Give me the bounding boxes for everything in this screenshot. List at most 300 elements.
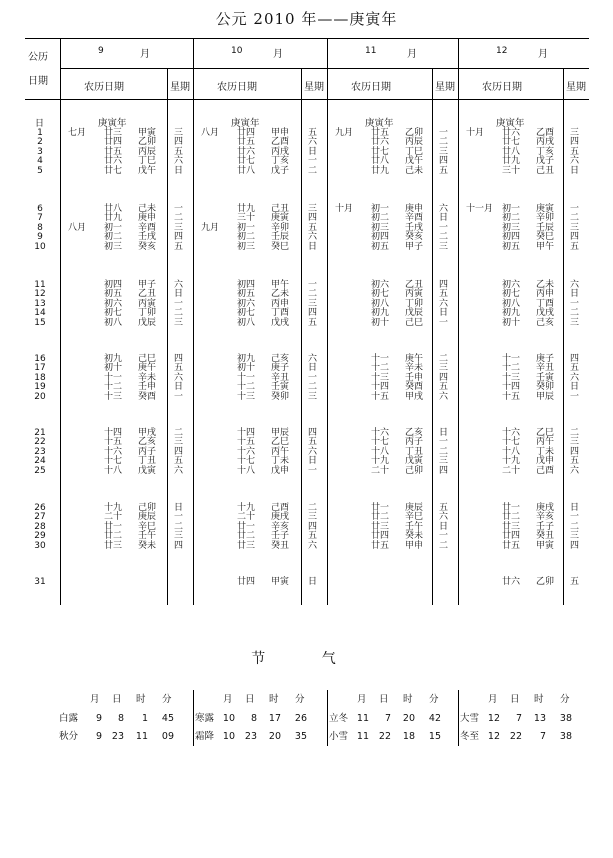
table-row [0,576,613,588]
header-xingqi: 星期 [566,82,586,93]
lunar-day: 廿一 [371,503,390,513]
lunar-day: 十七 [371,437,390,448]
weekday: 六 [439,512,449,523]
weekday: 一 [439,531,449,542]
weekday: 六 [570,156,580,167]
lunar-day: 十二 [502,363,521,374]
ganzhi: 甲申 [405,540,424,551]
ganzhi: 壬寅 [271,382,290,393]
ganzhi: 癸巳 [536,232,555,243]
weekday: 三 [439,241,449,252]
lunar-day: 廿二 [502,512,521,523]
ganzhi: 庚辰 [138,512,157,523]
ganzhi: 辛巳 [138,521,157,532]
weekday: 日 [308,456,318,467]
weekday: 四 [570,354,580,364]
weekday: 日 [439,213,449,224]
table-row [0,241,613,253]
lunar-day: 廿一 [104,521,123,532]
ganzhi: 丁亥 [271,156,290,167]
ganzhi: 丁丑 [138,456,157,467]
ganzhi: 丙戌 [536,137,555,148]
weekday: 六 [439,204,449,214]
lunar-day: 初六 [237,298,256,309]
lunar-day: 初八 [502,298,521,309]
lunar-day: 廿九 [104,213,123,224]
weekday: 五 [174,146,184,157]
header-xingqi: 星期 [304,82,324,93]
day-number: 9 [37,232,43,243]
lunar-day: 十九 [371,456,390,467]
ganzhi: 丙寅 [138,298,157,309]
ganzhi: 戊申 [536,456,555,467]
ganzhi: 辛酉 [405,213,424,224]
ganzhi: 丁巳 [405,146,424,157]
jieqi-value: 12 [487,731,500,742]
lunar-day: 初二 [502,213,521,224]
lunar-day: 初七 [371,289,390,300]
jieqi-value: 45 [161,713,174,724]
jieqi-col-head: 日 [245,694,255,705]
ganzhi: 壬申 [405,372,424,383]
weekday: 五 [308,531,318,542]
lunar-day: 十三 [371,372,390,383]
lunar-day: 初八 [104,317,123,328]
month-label: 八月 [68,222,87,233]
header-nongli: 农历日期 [482,82,522,93]
lunar-day: 十五 [104,437,123,448]
ganzhi: 壬子 [536,521,555,532]
ganzhi: 戊寅 [405,456,424,467]
ganzhi: 庚子 [271,363,290,374]
lunar-day: 十二 [371,363,390,374]
ganzhi: 癸酉 [138,391,157,402]
lunar-day: 廿七 [237,156,256,167]
weekday: 五 [570,241,580,252]
jieqi-name: 霜降 [195,731,215,742]
ganzhi: 壬午 [405,521,424,532]
ganzhi: 戊午 [405,156,424,167]
ganzhi: 甲寅 [271,577,290,587]
table-row [0,540,613,552]
ganzhi: 乙卯 [405,128,424,138]
weekday: 五 [570,577,580,587]
lunar-day: 廿一 [502,503,521,513]
jieqi-value: 8 [117,713,124,724]
year-label: 庚寅年 [231,118,260,129]
weekday: 三 [570,222,580,233]
year-label: 庚寅年 [496,118,525,129]
lunar-day: 廿六 [237,146,256,157]
jieqi-value: 9 [95,713,102,724]
lunar-day: 十五 [502,391,521,402]
jieqi-header-row [0,693,613,707]
ganzhi: 戊戌 [536,308,555,319]
lunar-day: 十四 [104,428,123,438]
header-month-yue: 月 [407,49,417,60]
ganzhi: 己丑 [271,204,290,214]
weekday: 三 [174,128,184,138]
weekday: 一 [439,317,449,328]
weekday: 一 [439,437,449,448]
jieqi-col-head: 分 [162,694,172,705]
day-number: 20 [34,391,46,402]
weekday: 一 [570,512,580,523]
weekday: 六 [174,465,184,476]
lunar-day: 十六 [104,446,123,457]
ganzhi: 癸未 [138,540,157,551]
ganzhi: 乙亥 [138,437,157,448]
jieqi-value: 35 [294,731,307,742]
year-label: 庚寅年 [365,118,394,129]
lunar-day: 二十 [237,512,256,523]
jieqi-name: 寒露 [195,713,215,724]
lunar-day: 廿五 [371,128,390,138]
lunar-day: 初九 [502,308,521,319]
ganzhi: 己巳 [405,317,424,328]
ganzhi: 癸未 [405,531,424,542]
ganzhi: 癸丑 [536,531,555,542]
weekday: 二 [174,308,184,319]
jieqi-value: 13 [533,713,546,724]
day-number: 27 [34,512,46,523]
day-number: 10 [34,241,46,252]
jieqi-col-head: 分 [429,694,439,705]
jieqi-value: 38 [559,713,572,724]
weekday: 一 [570,391,580,402]
weekday: 日 [439,521,449,532]
ganzhi: 庚午 [405,354,424,364]
ganzhi: 癸亥 [405,232,424,243]
lunar-day: 初十 [502,317,521,328]
ganzhi: 庚寅 [536,204,555,214]
ganzhi: 丁卯 [405,298,424,309]
ganzhi: 戊子 [271,165,290,176]
ganzhi: 甲子 [138,280,157,290]
header-xingqi: 星期 [170,82,190,93]
ganzhi: 癸卯 [271,391,290,402]
weekday: 三 [174,317,184,328]
ganzhi: 辛卯 [536,213,555,224]
ganzhi: 丁巳 [138,156,157,167]
ganzhi: 癸巳 [271,241,290,252]
header-riqi: 日期 [28,76,48,87]
weekday: 日 [308,241,318,252]
ganzhi: 丙寅 [405,289,424,300]
weekday: 二 [439,137,449,148]
lunar-day: 廿五 [104,146,123,157]
weekday: 六 [308,354,318,364]
jieqi-value: 42 [428,713,441,724]
weekday: 日 [174,165,184,176]
weekday: 一 [308,372,318,383]
weekday: 六 [308,137,318,148]
jieqi-col-head: 时 [269,694,279,705]
year-label: 庚寅年 [98,118,127,129]
lunar-day: 廿二 [371,512,390,523]
weekday: 六 [174,156,184,167]
ganzhi: 庚子 [536,354,555,364]
ganzhi: 丁未 [271,456,290,467]
ganzhi: 辛亥 [271,521,290,532]
ganzhi: 庚戌 [271,512,290,523]
ganzhi: 乙亥 [405,428,424,438]
lunar-day: 十八 [371,446,390,457]
weekday: 日 [174,503,184,513]
lunar-day: 十六 [502,428,521,438]
ganzhi: 庚午 [138,363,157,374]
weekday: 五 [308,437,318,448]
weekday: 四 [439,156,449,167]
ganzhi: 乙未 [536,280,555,290]
lunar-day: 廿四 [237,128,256,138]
lunar-day: 初七 [237,308,256,319]
ganzhi: 己卯 [405,465,424,476]
weekday: 三 [570,317,580,328]
lunar-day: 初五 [502,241,521,252]
lunar-day: 十六 [237,446,256,457]
lunar-day: 初二 [104,232,123,243]
lunar-day: 廿三 [502,521,521,532]
jieqi-value: 26 [294,713,307,724]
weekday: 一 [570,298,580,309]
jieqi-value: 10 [222,731,235,742]
weekday: 日 [570,382,580,393]
weekday: 二 [308,165,318,176]
day-number: 16 [34,354,46,364]
weekday: 二 [570,521,580,532]
ganzhi: 己巳 [138,354,157,364]
lunar-day: 十一 [371,354,390,364]
ganzhi: 癸丑 [271,540,290,551]
weekday: 三 [308,512,318,523]
weekday: 三 [439,146,449,157]
weekday: 四 [174,232,184,243]
lunar-day: 二十 [371,465,390,476]
ganzhi: 甲戌 [405,391,424,402]
day-number: 2 [37,137,43,148]
weekday: 一 [439,222,449,233]
lunar-day: 初十 [237,363,256,374]
weekday: 五 [439,165,449,176]
ganzhi: 辛酉 [138,222,157,233]
weekday: 四 [570,232,580,243]
lunar-day: 廿五 [371,540,390,551]
ganzhi: 甲午 [271,280,290,290]
jieqi-col-head: 时 [534,694,544,705]
weekday: 二 [570,308,580,319]
lunar-day: 初九 [104,354,123,364]
jieqi-name: 白露 [59,713,79,724]
weekday: 四 [439,280,449,290]
weekday: 六 [570,372,580,383]
lunar-day: 廿七 [104,165,123,176]
weekday: 三 [570,128,580,138]
day-number: 7 [37,213,43,224]
month-label: 七月 [68,128,87,138]
header-month-num: 9 [98,46,104,56]
jieqi-col-head: 月 [357,694,367,705]
weekday: 五 [439,503,449,513]
ganzhi: 己卯 [138,503,157,513]
header-ri: 日 [35,119,45,129]
jieqi-value: 11 [356,713,369,724]
weekday: 二 [570,213,580,224]
ganzhi: 丁丑 [405,446,424,457]
weekday: 四 [308,213,318,224]
lunar-day: 廿九 [502,156,521,167]
day-number: 22 [34,437,46,448]
weekday: 三 [439,363,449,374]
jieqi-col-head: 月 [488,694,498,705]
lunar-day: 十二 [237,382,256,393]
ganzhi: 丙子 [138,446,157,457]
day-number: 13 [34,298,46,309]
weekday: 六 [570,465,580,476]
lunar-day: 廿四 [502,531,521,542]
ganzhi: 乙卯 [138,137,157,148]
weekday: 四 [174,446,184,457]
day-number: 14 [34,308,46,319]
weekday: 一 [174,391,184,402]
jieqi-value: 11 [135,731,148,742]
weekday: 一 [174,512,184,523]
lunar-day: 初十 [104,363,123,374]
weekday: 日 [174,289,184,300]
month-label: 九月 [335,128,354,138]
weekday: 二 [570,428,580,438]
day-number: 18 [34,372,46,383]
lunar-day: 三十 [502,165,521,176]
jieqi-col-head: 时 [136,694,146,705]
ganzhi: 乙丑 [405,280,424,290]
ganzhi: 壬寅 [536,372,555,383]
header-nongli: 农历日期 [84,82,124,93]
lunar-day: 十一 [502,354,521,364]
ganzhi: 己亥 [536,317,555,328]
lunar-day: 初九 [371,308,390,319]
weekday: 六 [570,280,580,290]
lunar-day: 初七 [502,289,521,300]
ganzhi: 乙巳 [271,437,290,448]
jieqi-name: 秋分 [59,731,79,742]
ganzhi: 甲申 [271,128,290,138]
ganzhi: 己酉 [271,503,290,513]
lunar-day: 廿四 [237,577,256,587]
table-row [0,465,613,477]
jieqi-value: 8 [250,713,257,724]
jieqi-value: 12 [487,713,500,724]
jieqi-value: 38 [559,731,572,742]
ganzhi: 己亥 [271,354,290,364]
day-number: 21 [34,428,46,438]
jieqi-value: 10 [222,713,235,724]
lunar-day: 初十 [371,317,390,328]
ganzhi: 丙申 [271,298,290,309]
jieqi-col-head: 日 [112,694,122,705]
lunar-day: 十六 [371,428,390,438]
jieqi-value: 20 [402,713,415,724]
lunar-day: 初一 [371,204,390,214]
ganzhi: 戊寅 [138,465,157,476]
weekday: 日 [439,428,449,438]
ganzhi: 癸亥 [138,241,157,252]
header-nongli: 农历日期 [351,82,391,93]
jieqi-value: 7 [384,713,391,724]
header-month-num: 11 [365,46,377,56]
lunar-day: 三十 [237,213,256,224]
table-row [0,317,613,329]
weekday: 三 [308,298,318,309]
ganzhi: 甲辰 [271,428,290,438]
page-title: 公元 2010 年——庚寅年 [215,10,398,28]
jieqi-value: 09 [161,731,174,742]
day-number: 12 [34,289,46,300]
lunar-day: 廿八 [104,204,123,214]
weekday: 二 [308,503,318,513]
lunar-day: 廿三 [371,521,390,532]
header-month-yue: 月 [538,49,548,60]
day-number: 3 [37,146,43,157]
weekday: 六 [174,372,184,383]
ganzhi: 戊子 [536,156,555,167]
month-label: 十一月 [466,204,494,214]
ganzhi: 壬申 [138,382,157,393]
ganzhi: 戊戌 [271,317,290,328]
lunar-day: 廿一 [237,521,256,532]
jieqi-col-head: 时 [403,694,413,705]
jieqi-row [0,712,613,726]
weekday: 三 [570,437,580,448]
ganzhi: 丙午 [536,437,555,448]
weekday: 五 [570,456,580,467]
weekday: 一 [308,465,318,476]
weekday: 三 [174,437,184,448]
ganzhi: 戊辰 [405,308,424,319]
lunar-day: 廿五 [502,540,521,551]
lunar-day: 十四 [237,428,256,438]
weekday: 一 [439,128,449,138]
weekday: 六 [308,540,318,551]
lunar-day: 二十 [104,512,123,523]
ganzhi: 甲寅 [536,540,555,551]
ganzhi: 丙午 [271,446,290,457]
ganzhi: 辛亥 [536,512,555,523]
weekday: 五 [439,382,449,393]
day-number: 4 [37,156,43,167]
lunar-day: 初四 [371,232,390,243]
table-row [0,391,613,403]
lunar-day: 廿四 [371,531,390,542]
lunar-day: 十一 [237,372,256,383]
header-month-num: 12 [496,46,508,56]
weekday: 六 [439,391,449,402]
weekday: 日 [308,363,318,374]
lunar-day: 廿七 [371,146,390,157]
ganzhi: 己未 [138,204,157,214]
lunar-day: 十三 [502,372,521,383]
ganzhi: 庚戌 [536,503,555,513]
ganzhi: 甲辰 [536,391,555,402]
jieqi-value: 11 [356,731,369,742]
jieqi-value: 20 [268,731,281,742]
lunar-day: 十三 [104,391,123,402]
day-number: 24 [34,456,46,467]
lunar-day: 十二 [104,382,123,393]
lunar-day: 廿七 [502,137,521,148]
weekday: 日 [570,165,580,176]
weekday: 四 [570,446,580,457]
